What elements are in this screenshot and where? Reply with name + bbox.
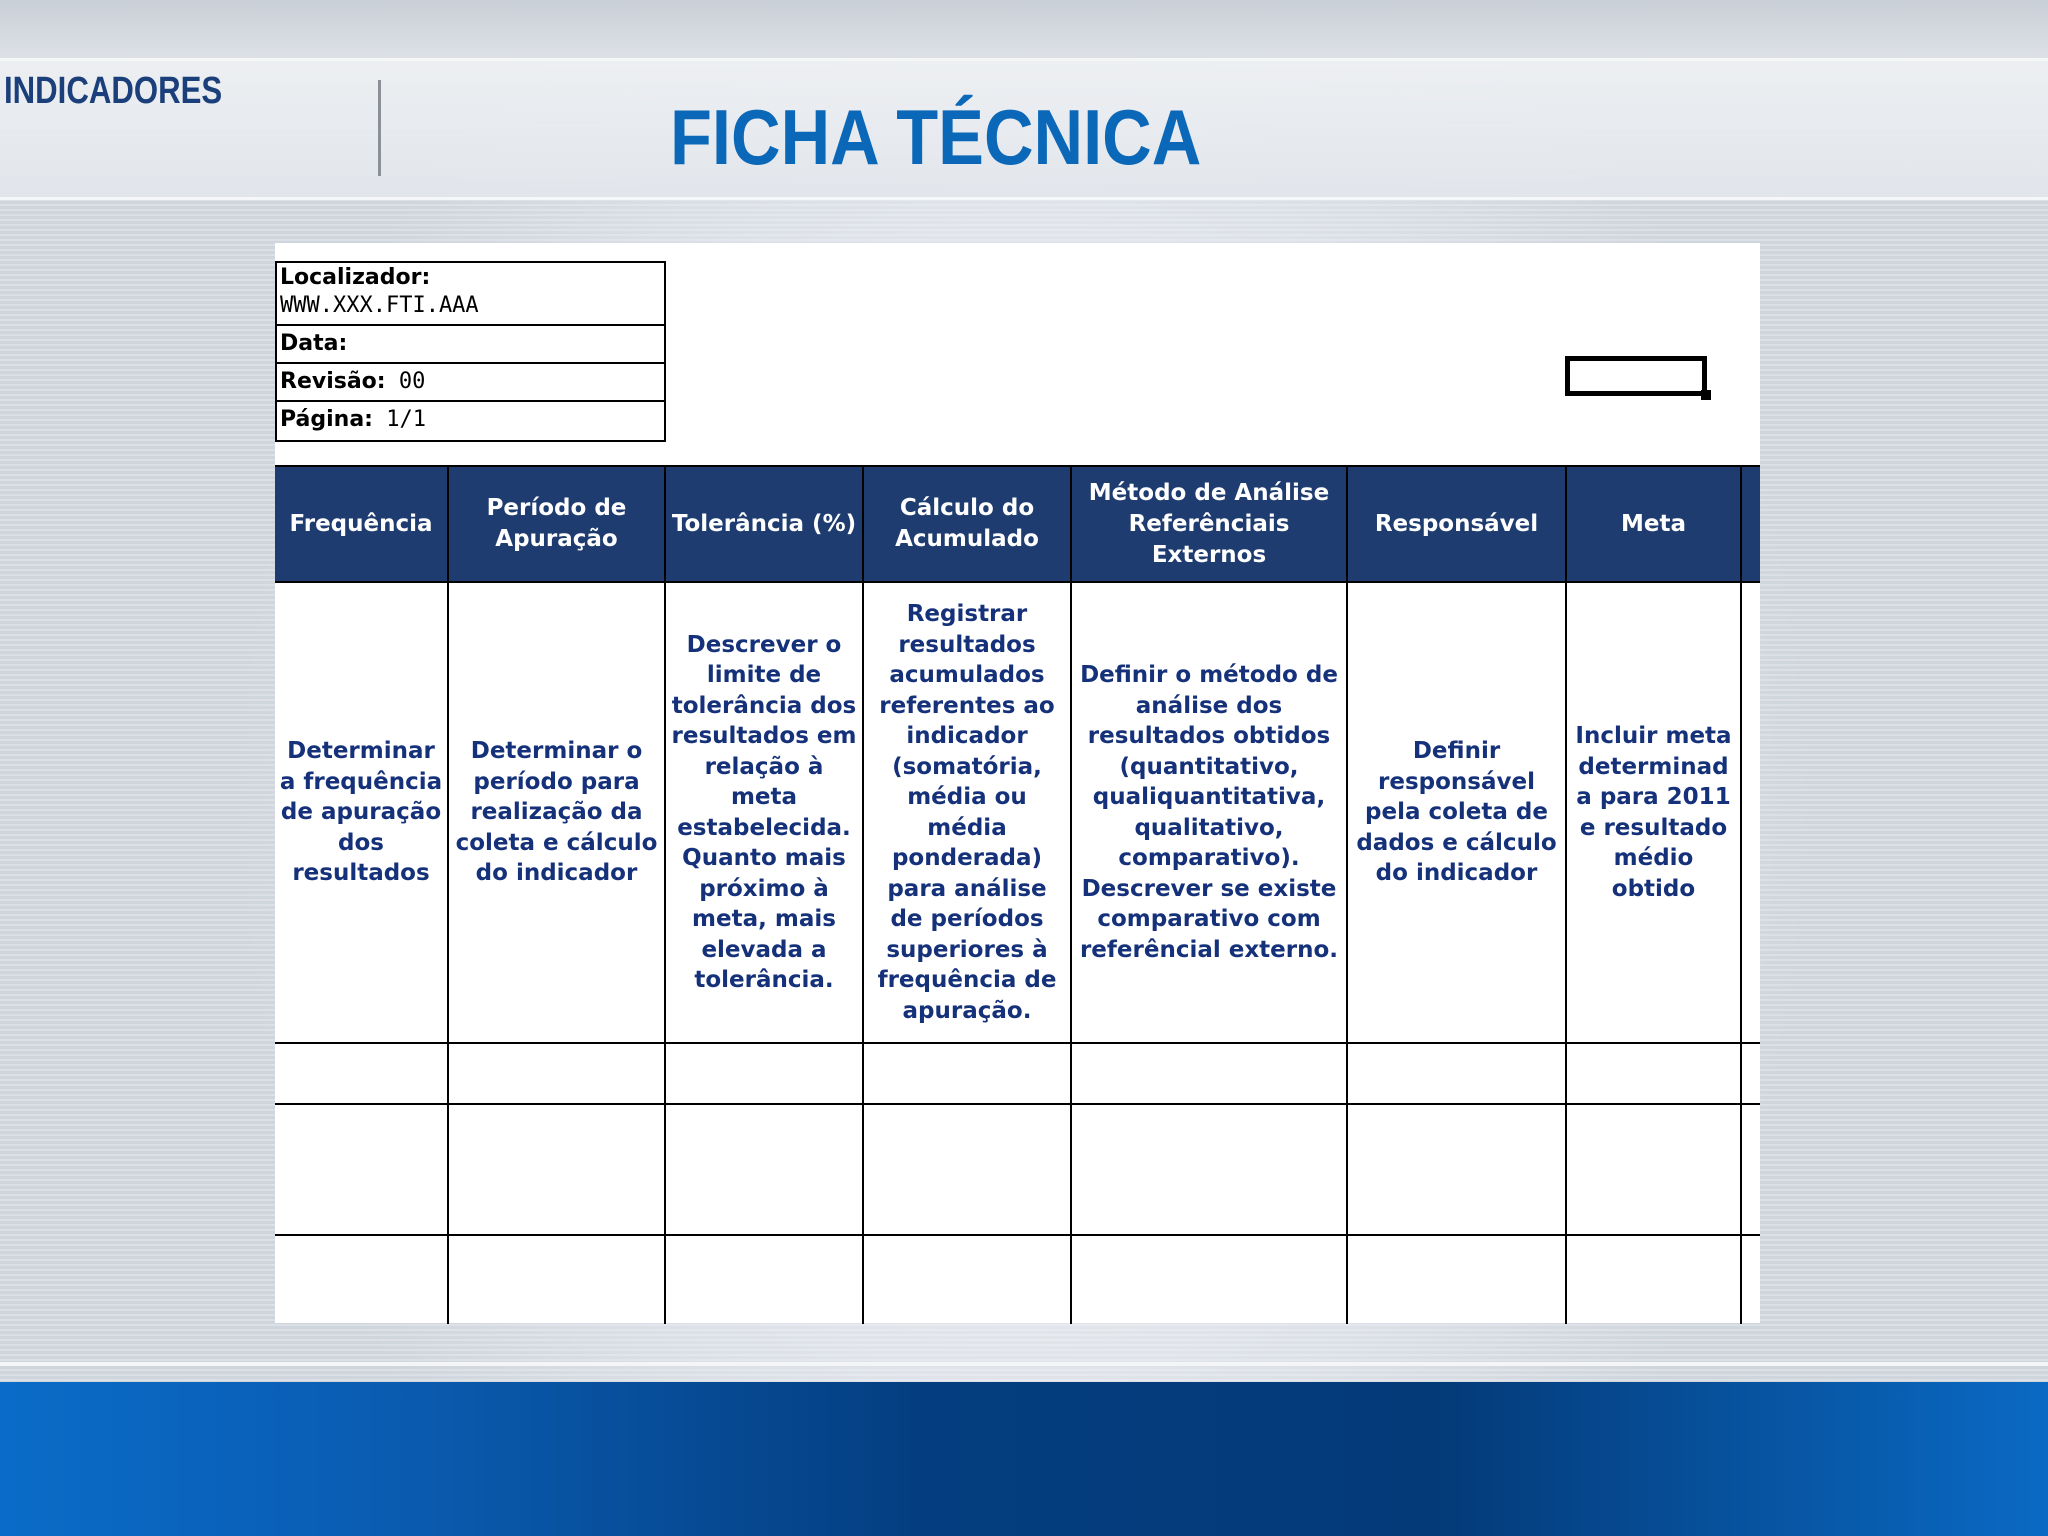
spreadsheet-panel [275,243,1760,1323]
table-cell[interactable] [1347,1235,1566,1324]
document-info-box [275,261,666,442]
localizador-label: Localizador: [280,265,431,290]
table-cell[interactable] [1741,1043,1760,1104]
desc-frequencia[interactable]: Determinar a frequência de apuração dos resultados [275,582,448,1043]
section-label: INDICADORES [4,70,223,112]
localizador-value: WWW.XXX.FTI.AAA [280,293,479,318]
table-cell[interactable] [1741,1235,1760,1324]
desc-tolerancia[interactable]: Descrever o limite de tolerância dos resultados em relação à meta estabelecida. Quanto mais próximo à meta, mais elevada a tolerância. [665,582,863,1043]
pagina-label: Página: [280,407,373,432]
info-row-data [277,326,664,364]
revisao-value: 00 [398,369,426,394]
table-cell[interactable] [665,1235,863,1324]
info-row-pagina [277,402,664,440]
footer-divider-line [0,1362,2048,1366]
table-cell[interactable] [665,1104,863,1235]
col-header-tolerancia: Tolerância (%) [665,466,863,582]
desc-calculo[interactable]: Registrar resultados acumulados referentes ao indicador (somatória, média ou média ponderada) para análise de períodos superiores à frequência de apuração. [863,582,1071,1043]
desc-meta[interactable]: Incluir meta determinad a para 2011 e resultado médio obtido [1566,582,1741,1043]
col-header-metodo: Método de Análise Referênciais Externos [1071,466,1347,582]
table-row [275,1043,1760,1104]
revisao-label: Revisão: [280,369,386,394]
table-cell[interactable] [448,1043,665,1104]
table-cell[interactable] [275,1043,448,1104]
table-cell[interactable] [1566,1235,1741,1324]
desc-responsavel[interactable]: Definir responsável pela coleta de dados e cálculo do indicador [1347,582,1566,1043]
table-cell[interactable] [665,1043,863,1104]
table-row [275,1104,1760,1235]
desc-metodo[interactable]: Definir o método de análise dos resultados obtidos (quantitativo, qualiquantitativa, qualitativo, comparativo). Descrever se existe comparativo com referêncial externo. [1071,582,1347,1043]
header-vertical-divider [378,80,381,176]
table-cell[interactable] [1566,1043,1741,1104]
info-row-localizador [277,263,664,326]
table-cell[interactable] [1071,1043,1347,1104]
table-cell[interactable] [448,1104,665,1235]
selected-cell-indicator[interactable] [1565,356,1707,396]
table-header-row [275,466,1760,582]
cell-fill-handle[interactable] [1701,390,1711,400]
top-band [0,0,2048,58]
desc-extra[interactable] [1741,582,1760,1043]
table-row [275,1235,1760,1324]
table-row-descriptions [275,582,1760,1043]
table-cell[interactable] [1071,1235,1347,1324]
table-cell[interactable] [1071,1104,1347,1235]
pagina-value: 1/1 [386,407,426,432]
table-cell[interactable] [275,1235,448,1324]
indicator-spec-table [275,465,1760,1324]
col-header-frequencia: Frequência [275,466,448,582]
table-cell[interactable] [863,1104,1071,1235]
table-cell[interactable] [863,1235,1071,1324]
table-cell[interactable] [1566,1104,1741,1235]
data-label: Data: [280,331,348,356]
table-cell[interactable] [1347,1104,1566,1235]
footer-band [0,1382,2048,1536]
page-title: FICHA TÉCNICA [670,93,1202,181]
desc-periodo[interactable]: Determinar o período para realização da coleta e cálculo do indicador [448,582,665,1043]
info-row-revisao [277,364,664,402]
table-cell[interactable] [275,1104,448,1235]
table-cell[interactable] [448,1235,665,1324]
col-header-meta: Meta [1566,466,1741,582]
col-header-extra [1741,466,1760,582]
col-header-periodo: Período de Apuração [448,466,665,582]
table-cell[interactable] [1741,1104,1760,1235]
table-cell[interactable] [1347,1043,1566,1104]
table-cell[interactable] [863,1043,1071,1104]
col-header-responsavel: Responsável [1347,466,1566,582]
col-header-calculo: Cálculo do Acumulado [863,466,1071,582]
